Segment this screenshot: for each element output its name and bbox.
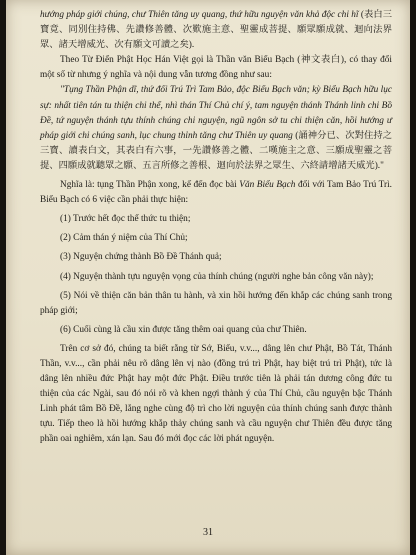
list-item: (1) Trước hết đọc thể thức tu thiện;: [60, 214, 191, 225]
paragraph-4-italic: Văn Biểu Bạch: [239, 180, 296, 191]
page-number: 31: [203, 527, 213, 538]
paragraph-2: Theo Từ Điển Phật Học Hán Việt gọi là Thần văn Biểu Bạch (神文表白), có thay đổi một số từ nhưng ý nghĩa và nội dung vẫn tương đồng như sau:: [40, 55, 392, 81]
paragraph-4-before: Nghĩa là: tụng Thần Phận xong, kế đến đọc bài: [60, 180, 240, 191]
list-item: (4) Nguyện thành tựu nguyện vọng của thính chúng (người nghe bản công văn này);: [60, 271, 374, 282]
paragraph-3-quote: [40, 83, 392, 174]
paragraph-1-chinese: (表白三寶竟、同別住持佛、先讚修善體、次歎施主意、聖靈成菩提、願眾願成就、迴向法界眾、諸天增威光、次有願文可讀之矣).: [40, 10, 392, 51]
quote-italic: "Tụng Thần Phận dĩ, thứ đối Trú Trì Tam Bảo, độc Biểu Bạch văn; kỳ Biểu Bạch hữu lục sự: nhất tiên tán tu thiện chi thể, nhì thán Thí Chủ chí ý, tam nguyện thánh Thánh linh chi Bồ Đề, tứ nguyện thánh tựu thính chúng chi nguyện, ngũ ngôn sở tu chi thiện căn, hồi hướng ư pháp giới chi chúng sanh, lục chung thỉnh tăng chư Thiên uy quang: [40, 85, 392, 141]
book-page: [6, 0, 410, 555]
list-item: (5) Nói về thiện căn bản thân tu hành, và xin hồi hướng đến khắp các chúng sanh trong pháp giới;: [40, 290, 392, 316]
quote-chinese: (誦神分已、次對住持之三寶、讀表白文，其表白有六事，一先讚修善之體、二嘆施主之意、三願成聖靈之菩提、四願成就聽眾之願、五言所修之善根、迴向於法界之眾生、六終請增諸天威光).": [40, 130, 393, 171]
paragraph-5: Trên cơ sở đó, chúng ta biết rằng từ Sớ, Biểu, v.v..., dâng lên chư Phật, Bồ Tát, Thánh Thần, v.v..., cần phải nêu rõ dâng lên vị nào (đồng trú trì Phật, hay biệt trú trì Phật), tức là dâng lên nhiều đức Phật hay một đức Phật. Điều trước tiên là phải tán dương công đức tu thiện của các Ngài, sau đó nói rõ và khen ngợi thành ý của Thí Chủ, cầu nguyện bậc Thánh Linh phát tâm Bồ Đề, lắng nghe cùng độ trì cho lời nguyện của thính chúng sanh được thành tựu. Tiếp theo là hồi hướng khắp thảy chúng sanh và cầu nguyện chư Thiên đều được tăng phần oai nghiêm, xán lạn. Sau đó mới đọc các lời phát nguyện.: [40, 343, 392, 445]
page-body: [40, 8, 392, 448]
paragraph-4: [40, 178, 392, 208]
paragraph-4-after: đối với Tam Bảo Trú Trì. Biểu Bạch có 6 việc cần phải thực hiện:: [40, 180, 392, 206]
paragraph-1: [40, 8, 392, 53]
paragraph-1-italic: hướng pháp giới chúng, chư Thiên tăng uy quang, thứ hữu nguyện văn khả độc chi hĩ: [40, 10, 359, 20]
list-item: (2) Cảm thán ý niệm của Thí Chủ;: [60, 233, 188, 244]
list-item: (3) Nguyện chứng thành Bồ Đề Thánh quả;: [60, 252, 222, 263]
list-item: (6) Cuối cùng là cầu xin được tăng thêm oai quang của chư Thiên.: [60, 324, 307, 335]
